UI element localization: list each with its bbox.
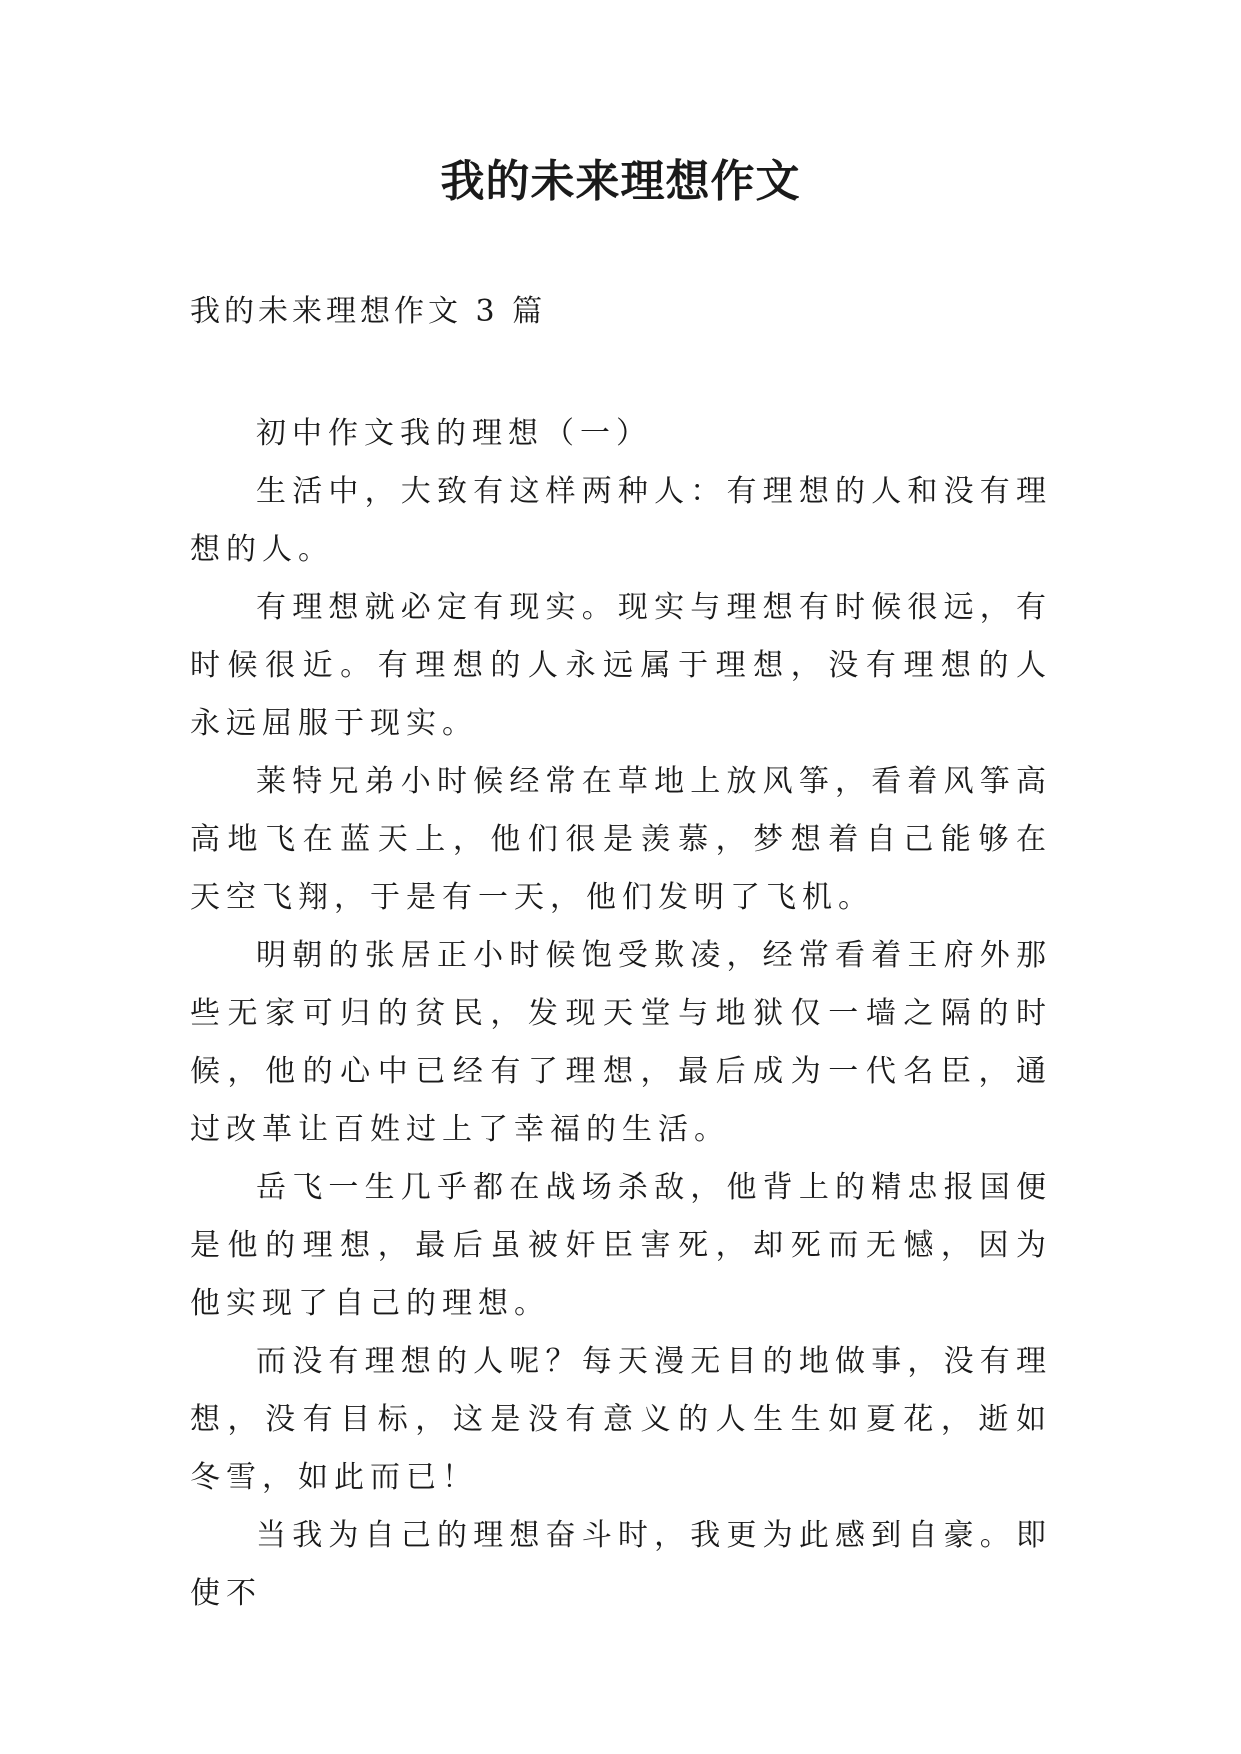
paragraph-heading: 初中作文我的理想（一）: [256, 416, 652, 451]
paragraph: 岳飞一生几乎都在战场杀敌，他背上的精忠报国便是他的理想，最后虽被奸臣害死，却死而无憾，因为他实现了自己的理想。: [190, 1170, 1052, 1321]
paragraph: 莱特兄弟小时候经常在草地上放风筝，看着风筝高高地飞在蓝天上，他们很是羡慕，梦想着自己能够在天空飞翔，于是有一天，他们发明了飞机。: [190, 764, 1052, 915]
document-subtitle: 我的未来理想作文 3 篇: [190, 294, 547, 329]
paragraph: 明朝的张居正小时候饱受欺凌，经常看着王府外那些无家可归的贫民，发现天堂与地狱仅一墙之隔的时候，他的心中已经有了理想，最后成为一代名臣，通过改革让百姓过上了幸福的生活。: [190, 938, 1052, 1147]
paragraph: 当我为自己的理想奋斗时，我更为此感到自豪。即使不: [190, 1518, 1052, 1611]
paragraph: 生活中，大致有这样两种人：有理想的人和没有理想的人。: [190, 474, 1052, 567]
paragraph: 有理想就必定有现实。现实与理想有时候很远，有时候很近。有理想的人永远属于理想，没有理想的人永远屈服于现实。: [190, 590, 1052, 741]
paragraph: 而没有理想的人呢？每天漫无目的地做事，没有理想，没有目标，这是没有意义的人生生如夏花，逝如冬雪，如此而已！: [190, 1344, 1052, 1495]
document-title: 我的未来理想作文: [440, 156, 801, 207]
document-body: [190, 405, 1052, 1623]
